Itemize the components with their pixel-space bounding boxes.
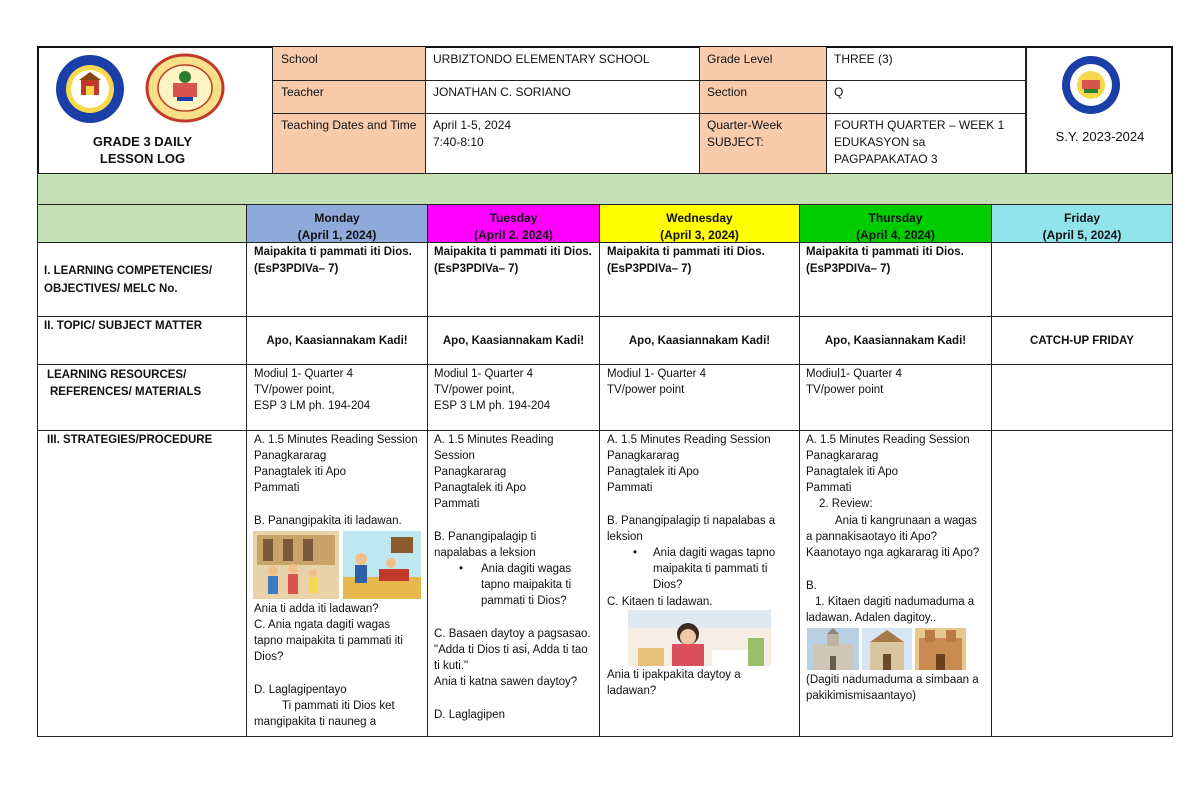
grade-value: THREE (3) <box>834 52 893 66</box>
competency-monday-line2: (EsP3PDIVa– 7) <box>254 263 339 275</box>
thu-caption-2: pakikimismisaantayo) <box>806 690 916 702</box>
school-value-cell <box>426 47 700 81</box>
mon-d2-2: mangipakita ti nauneg a <box>254 716 377 728</box>
teacher-label: Teacher <box>281 85 324 99</box>
tue-a-1: A. 1.5 Minutes Reading <box>434 434 554 446</box>
thu-review: 2. Review: <box>819 498 873 510</box>
wed-a-1: A. 1.5 Minutes Reading Session <box>607 434 771 446</box>
tue-c-3: ti kuti." <box>434 660 469 672</box>
teacher-value-cell <box>426 81 700 114</box>
tue-a-5: Pammati <box>434 498 480 510</box>
section-label-cell <box>700 81 827 114</box>
tue-d: D. Laglagipen <box>434 709 505 721</box>
resources-tuesday-1: Modiul 1- Quarter 4 <box>434 368 534 380</box>
competency-tuesday-line1: Maipakita ti pammati iti Dios. <box>434 246 592 258</box>
dates-label-cell <box>273 114 426 173</box>
thu-caption-1: (Dagiti nadumaduma a simbaan a <box>806 674 979 686</box>
school-label-cell <box>273 47 426 81</box>
dates-value-cell <box>426 114 700 173</box>
resources-tuesday-3: ESP 3 LM ph. 194-204 <box>434 400 551 412</box>
tue-b-1: B. Panangipalagip ti <box>434 531 537 543</box>
tue-b-2: napalabas a leksion <box>434 547 536 559</box>
mon-q1: Ania ti adda iti ladawan? <box>254 603 379 615</box>
tue-c-4: Ania ti katna sawen daytoy? <box>434 676 578 688</box>
mon-a-1: A. 1.5 Minutes Reading Session <box>254 434 418 446</box>
quarter-value-cell <box>827 114 1026 173</box>
lesson-log-title-line1: GRADE 3 DAILY <box>92 134 193 149</box>
thu-b: B. <box>806 580 817 592</box>
resources-wednesday-1: Modiul 1- Quarter 4 <box>607 368 707 380</box>
mon-a-3: Panagtalek iti Apo <box>254 466 347 478</box>
resources-label-line2: REFERENCES/ MATERIALS <box>50 386 202 398</box>
dates-value-line2: 7:40-8:10 <box>433 135 484 149</box>
wed-b-1: B. Panangipalagip ti napalabas a <box>607 515 776 527</box>
day-date-monday: (April 1, 2024) <box>297 228 377 242</box>
day-name-wednesday: Wednesday <box>666 211 733 225</box>
topic-wednesday: Apo, Kaasiannakam Kadi! <box>628 335 771 347</box>
thu-review-q-2: a pannakisaotayo iti Apo? <box>806 531 938 543</box>
mon-c-3: Dios? <box>254 651 284 663</box>
thu-a-1: A. 1.5 Minutes Reading Session <box>806 434 970 446</box>
grade-label-cell <box>700 47 827 81</box>
grade-label: Grade Level <box>707 52 773 66</box>
teacher-label-cell <box>273 81 426 114</box>
teacher-value: JONATHAN C. SORIANO <box>433 85 571 99</box>
thu-b1-1: 1. Kitaen dagiti nadumaduma a <box>815 596 975 608</box>
day-date-thursday: (April 4, 2024) <box>856 228 935 242</box>
resources-label-line1: LEARNING RESOURCES/ <box>47 369 187 381</box>
resources-tuesday-2: TV/power point, <box>434 384 515 396</box>
family-prayer-image <box>343 531 421 599</box>
day-date-wednesday: (April 3, 2024) <box>660 228 739 242</box>
banner-row <box>37 173 1173 205</box>
church-image-1 <box>807 628 859 670</box>
grade-value-cell <box>827 47 1026 81</box>
topic-thursday: Apo, Kaasiannakam Kadi! <box>824 335 967 347</box>
wed-bullet-3: Dios? <box>653 579 683 591</box>
church-image-3 <box>915 628 966 670</box>
wed-a-4: Pammati <box>607 482 653 494</box>
section-value: Q <box>834 85 844 99</box>
wed-q-1: Ania ti ipakpakita daytoy a <box>607 669 741 681</box>
quarter-value-line2: EDUKASYON sa <box>834 135 926 149</box>
resources-monday-2: TV/power point, <box>254 384 335 396</box>
deped-logo <box>50 53 130 125</box>
day-header-wednesday <box>600 205 800 243</box>
tue-a-2: Session <box>434 450 475 462</box>
competencies-label-line1: I. LEARNING COMPETENCIES/ <box>44 265 213 277</box>
district-logo <box>1060 54 1122 116</box>
competency-tuesday-line2: (EsP3PDIVa– 7) <box>434 263 519 275</box>
competency-thursday-line1: Maipakita ti pammati iti Dios. <box>806 246 964 258</box>
quarter-value-line3: PAGPAPAKATAO 3 <box>834 152 938 166</box>
body-grid <box>37 243 1173 737</box>
mon-b: B. Panangipakita iti ladawan. <box>254 515 402 527</box>
topic-tuesday: Apo, Kaasiannakam Kadi! <box>442 335 585 347</box>
wed-q-2: ladawan? <box>607 685 657 697</box>
mon-a-2: Panagkararag <box>254 450 327 462</box>
day-date-friday: (April 5, 2024) <box>1042 228 1122 242</box>
thu-a-4: Pammati <box>806 482 852 494</box>
tue-a-4: Panagtalek iti Apo <box>434 482 527 494</box>
resources-thursday-1: Modiul1- Quarter 4 <box>806 368 902 380</box>
mon-a-4: Pammati <box>254 482 300 494</box>
thu-review-q-3: Kaanotayo nga agkararag iti Apo? <box>806 547 980 559</box>
topic-friday: CATCH-UP FRIDAY <box>1030 335 1134 347</box>
section-value-cell <box>827 81 1026 114</box>
quarter-value-line1: FOURTH QUARTER – WEEK 1 <box>834 118 1005 132</box>
strategies-label: III. STRATEGIES/PROCEDURE <box>47 434 213 446</box>
mon-c-2: tapno maipakita ti pammati iti <box>254 635 403 647</box>
resources-thursday-2: TV/power point <box>806 384 884 396</box>
mon-d2-1: Ti pammati iti Dios ket <box>282 700 395 712</box>
lesson-log-title-line2: LESSON LOG <box>99 151 186 166</box>
competency-thursday-line2: (EsP3PDIVa– 7) <box>806 263 891 275</box>
competency-wednesday-line1: Maipakita ti pammati iti Dios. <box>607 246 765 258</box>
dates-value-line1: April 1-5, 2024 <box>433 118 512 132</box>
church-image-2 <box>862 628 912 670</box>
mon-d: D. Laglagipentayo <box>254 684 347 696</box>
wed-b-2: leksion <box>607 531 643 543</box>
day-header-monday <box>247 205 428 243</box>
division-logo <box>145 53 225 123</box>
tue-bullet-1: Ania dagiti wagas <box>481 563 572 575</box>
day-name-tuesday: Tuesday <box>489 211 538 225</box>
thu-b1-2: ladawan. Adalen dagitoy.. <box>806 612 937 624</box>
day-header-thursday <box>800 205 992 243</box>
student-studying-image <box>628 610 771 666</box>
subject-label: SUBJECT: <box>707 135 764 149</box>
competency-wednesday-line2: (EsP3PDIVa– 7) <box>607 263 692 275</box>
tue-a-3: Panagkararag <box>434 466 507 478</box>
section-label: Section <box>707 85 748 99</box>
school-value: URBIZTONDO ELEMENTARY SCHOOL <box>433 52 650 66</box>
wed-a-3: Panagtalek iti Apo <box>607 466 700 478</box>
day-header-tuesday <box>428 205 600 243</box>
topic-label: II. TOPIC/ SUBJECT MATTER <box>44 320 203 332</box>
day-name-thursday: Thursday <box>868 211 923 225</box>
quarter-week-label: Quarter-Week <box>707 118 783 132</box>
competency-monday-line1: Maipakita ti pammati iti Dios. <box>254 246 412 258</box>
day-name-friday: Friday <box>1063 211 1100 225</box>
thu-a-3: Panagtalek iti Apo <box>806 466 899 478</box>
school-label: School <box>281 52 318 66</box>
day-name-monday: Monday <box>314 211 360 225</box>
day-header-friday <box>992 205 1173 243</box>
quarter-label-cell <box>700 114 827 173</box>
wed-a-2: Panagkararag <box>607 450 680 462</box>
thu-a-2: Panagkararag <box>806 450 879 462</box>
wed-bullet-1: Ania dagiti wagas tapno <box>653 547 776 559</box>
mon-c-1: C. Ania ngata dagiti wagas <box>254 619 391 631</box>
thu-review-q-1: Ania ti kangrunaan a wagas <box>835 515 977 527</box>
day-date-tuesday: (April 2, 2024) <box>474 228 553 242</box>
tue-c-1: C. Basaen daytoy a pagsasao. <box>434 628 591 640</box>
tue-c-2: "Adda ti Dios ti asi, Adda ti tao <box>434 644 588 656</box>
tue-bullet-3: pammati ti Dios? <box>481 595 567 607</box>
tue-bullet-2: tapno maipakita ti <box>481 579 572 591</box>
resources-monday-3: ESP 3 LM ph. 194-204 <box>254 400 371 412</box>
wed-bullet-icon: • <box>633 547 638 559</box>
competencies-label-line2: OBJECTIVES/ MELC No. <box>44 283 178 295</box>
day-header-blank <box>37 205 247 243</box>
school-year: S.Y. 2023-2024 <box>1055 129 1145 144</box>
resources-monday-1: Modiul 1- Quarter 4 <box>254 368 354 380</box>
wed-c: C. Kitaen ti ladawan. <box>607 596 713 608</box>
tue-bullet-icon: • <box>459 563 464 575</box>
resources-wednesday-2: TV/power point <box>607 384 685 396</box>
topic-monday: Apo, Kaasiannakam Kadi! <box>266 335 408 347</box>
dates-label: Teaching Dates and Time <box>281 118 417 132</box>
family-church-image <box>253 531 339 599</box>
wed-bullet-2: maipakita ti pammati ti <box>653 563 768 575</box>
